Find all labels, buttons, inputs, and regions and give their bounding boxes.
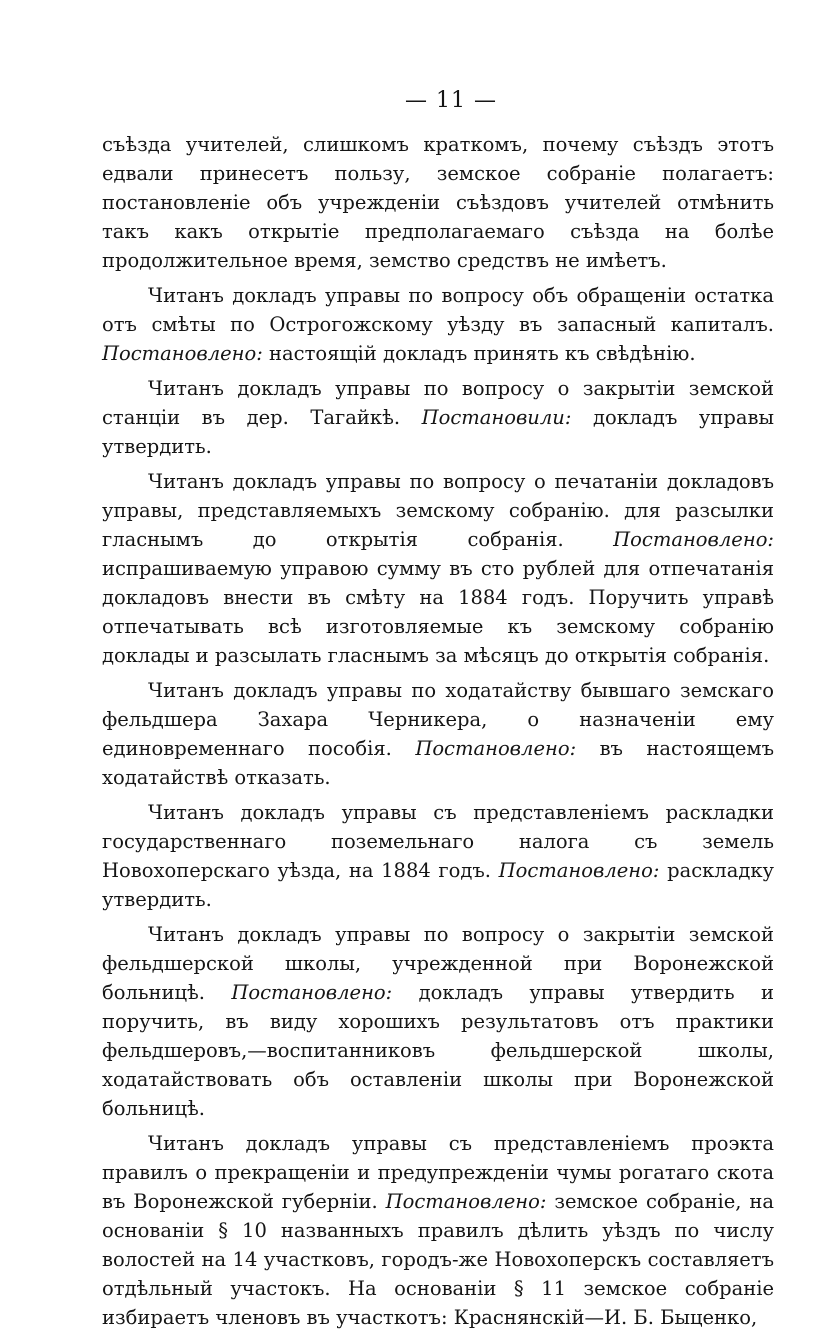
paragraph-8: Читанъ докладъ управы съ представленіемъ проэкта правилъ о прекращеніи и предупрежденіи чумы рогатаго скота въ Воронежской губерніи. Постановлено: земское собраніе, на основаніи § 10 названныхъ правилъ дѣлить уѣздъ по числу волостей на 14 участковъ, городъ-же Новохоперскъ составляетъ отдѣльный участокъ. На основаніи § 11 земское собраніе избираетъ членовъ въ участкотъ: Краснянскій—И. Б. Быценко, (102, 1132, 774, 1329)
paragraph-7: Читанъ докладъ управы по вопросу о закрытіи земской фельдшерской школы, учрежденной при Воронежской больницѣ. Постановлено: докладъ управы утвердить и поручить, въ виду хорошихъ результатовъ отъ практики фельдшеровъ,—воспитанниковъ фельдшерской школы, ходатайствовать объ оставленіи школы при Воронежской больницѣ. (102, 923, 774, 1120)
paragraph-5: Читанъ докладъ управы по ходатайству бывшаго земскаго фельдшера Захара Черникера, о назначеніи ему единовременнаго пособія. Постановлено: въ настоящемъ ходатайствѣ отказать. (102, 679, 774, 789)
paragraph-3: Читанъ докладъ управы по вопросу о закрытіи земской станціи въ дер. Тагайкѣ. Постановили: докладъ управы утвердить. (102, 377, 774, 458)
paragraph-6: Читанъ докладъ управы съ представленіемъ раскладки государственнаго поземельнаго налога съ земель Новохоперскаго уѣзда, на 1884 годъ. Постановлено: раскладку утвердить. (102, 801, 774, 911)
paragraph-4: Читанъ докладъ управы по вопросу о печатаніи докладовъ управы, представляемыхъ земскому собранію. для разсылки гласнымъ до открытія собранія. Постановлено: испрашиваемую управою сумму въ сто рублей для отпечатанія докладовъ внести въ смѣту на 1884 годъ. Поручить управѣ отпечатывать всѣ изготовляемые къ земскому собранію доклады и разсылать гласнымъ за мѣсяцъ до открытія собранія. (102, 470, 774, 667)
paragraph-1: съѣзда учителей, слишкомъ краткомъ, почему съѣздъ этотъ едвали принесетъ пользу, земское собраніе полагаетъ: постановленіе объ учрежденіи съѣздовъ учителей отмѣнить такъ какъ открытіе предполагаемаго съѣзда на болѣе продолжительное время, земство средствъ не имѣетъ. (102, 133, 774, 272)
paragraph-2: Читанъ докладъ управы по вопросу объ обращеніи остатка отъ смѣты по Острогожскому уѣзду въ запасный капиталъ. Постановлено: настоящій докладъ принять къ свѣдѣнію. (102, 284, 774, 365)
page-number: — 11 — (405, 88, 497, 113)
